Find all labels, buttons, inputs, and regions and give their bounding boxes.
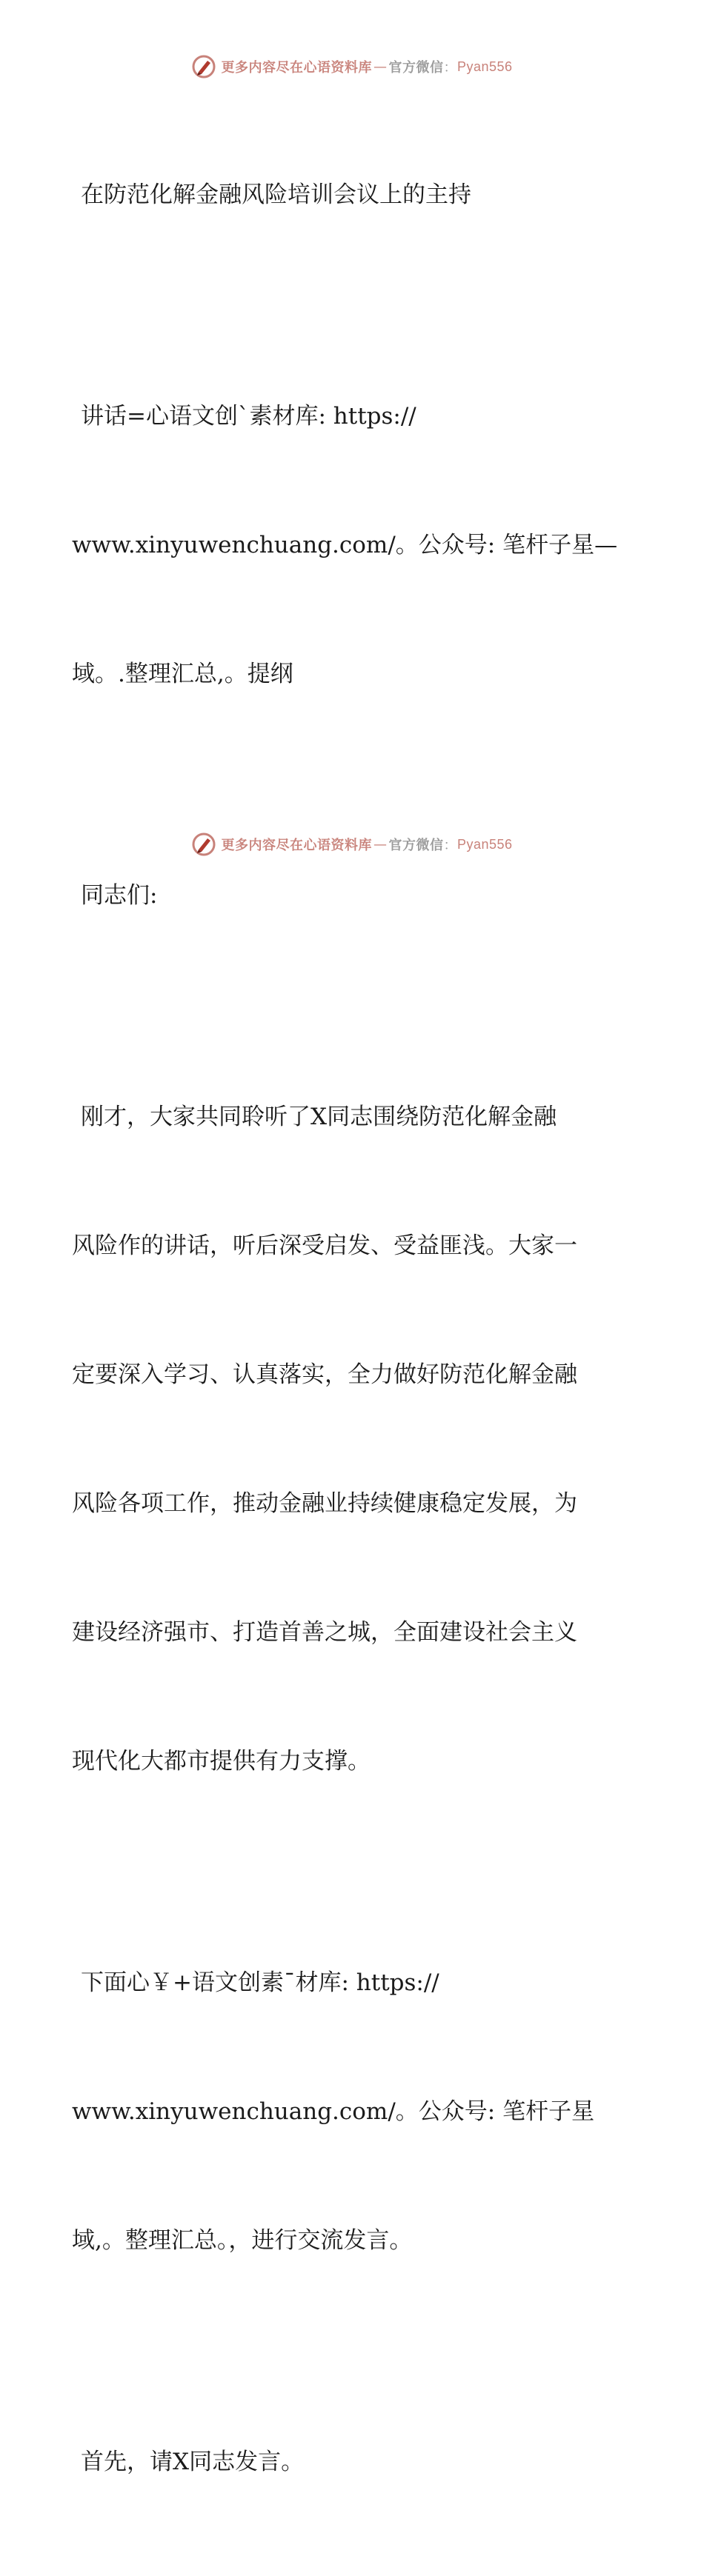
footer-banner xyxy=(0,830,704,859)
footer-site-text: 更多内容尽在心语资料库 xyxy=(221,838,372,853)
text-line: www.xinyuwenchuang.com/。公众号: 笔杆子星— xyxy=(72,532,618,558)
text-line: 现代化大都市提供有力支撑。 xyxy=(72,1748,371,1775)
paragraph-body-3 xyxy=(72,2355,635,2569)
pen-logo-icon xyxy=(191,54,216,79)
footer-dash: — xyxy=(373,836,388,852)
header-wechat-label: 官方微信 xyxy=(388,60,444,76)
text-line: 风险作的讲话，听后深受启发、受益匪浅。大家一 xyxy=(72,1232,577,1259)
paragraph-subtitle xyxy=(72,309,635,781)
text-line: 建设经济强市、打造首善之城，全面建设社会主义 xyxy=(72,1619,577,1646)
text-line: 风险各项工作，推动金融业持续健康稳定发展，为 xyxy=(72,1490,577,1517)
text-line: 域,。整理汇总。，进行交流发言。 xyxy=(72,2227,413,2254)
text-line: 刚才，大家共同聆听了X同志围绕防范化解金融 xyxy=(81,1104,557,1130)
text-line: 首先，请X同志发言。 xyxy=(81,2449,305,2475)
text-line: 讲话=心语文创`素材库: https:// xyxy=(81,403,416,430)
header-separator: ： xyxy=(443,60,457,76)
header-site-text: 更多内容尽在心语资料库 xyxy=(221,60,372,76)
paragraph-body-2 xyxy=(72,1875,635,2348)
text-line: 下面心￥+语文创素¯材库: https:// xyxy=(81,1969,439,1996)
header-wechat-handle: Pyan556 xyxy=(456,59,513,74)
text-line: 同志们: xyxy=(81,882,158,909)
header-dash: — xyxy=(373,59,388,75)
text-line: www.xinyuwenchuang.com/。公众号: 笔杆子星 xyxy=(72,2098,595,2125)
footer-separator: ： xyxy=(443,838,457,853)
text-line: 域。.整理汇总,。提纲 xyxy=(72,661,293,687)
document-body xyxy=(72,87,635,2576)
footer-wechat-label: 官方微信 xyxy=(388,838,444,853)
paragraph-title xyxy=(72,87,635,302)
paragraph-salutation xyxy=(72,788,635,1003)
footer-wechat-handle: Pyan556 xyxy=(456,836,513,852)
text-line: 定要深入学习、认真落实，全力做好防范化解金融 xyxy=(72,1361,577,1388)
paragraph-body-1 xyxy=(72,1010,635,1869)
header-banner xyxy=(0,52,704,81)
text-line: 在防范化解金融风险培训会议上的主持 xyxy=(81,181,471,208)
pen-logo-icon xyxy=(191,832,216,857)
